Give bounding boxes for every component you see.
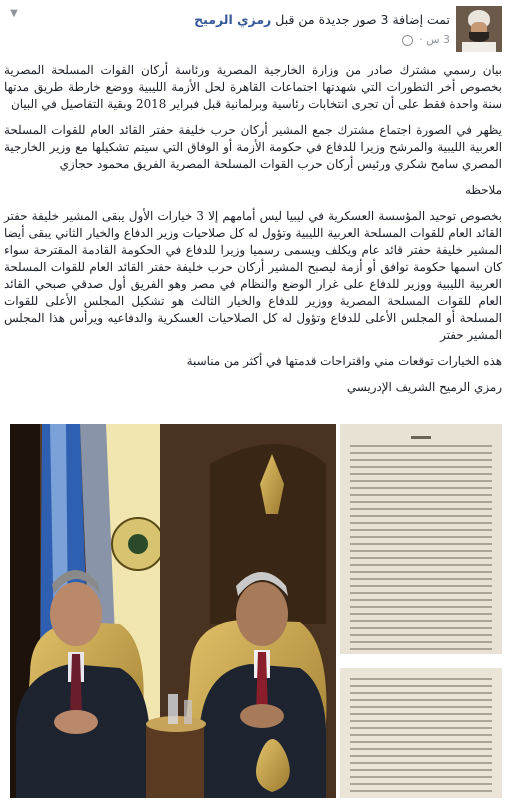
avatar-beard [469, 32, 489, 42]
post-paragraph-photo-description: يظهر في الصورة اجتماع مشترك جمع المشير أركان حرب خليفة حفتر القائد العام للقوات المسلحة العربية الليبية والمرشح وزيرا للدفاع في حكومة الأزمة أو الوفاق التي سيتم تشكيلها مع وزير الخارجية المصري سامح شكري ورئيس أركان حرب القوات المسلحة المصرية الفريق محمود حجازي [4, 123, 502, 171]
chevron-down-icon[interactable]: ▼ [10, 8, 18, 19]
photo-document-page-1[interactable] [340, 424, 502, 654]
document-heading-mark [411, 436, 431, 439]
meta-separator: · [419, 33, 423, 46]
post-paragraph-expectations: هذه الخيارات توقعات مني واقتراحات قدمتها في أكثر من مناسبة [186, 354, 502, 368]
post-paragraph-statement: بيان رسمي مشترك صادر من وزارة الخارجية المصرية ورئاسة أركان القوات المسلحة المصرية بخصوص أخر التطورات التي شهدتها اجتماعات القاهرة لحل الأزمة الليبية ووضع خارطة طريق مدتها سنة واحدة فقط على أن تجرى انتخابات رئاسية وبرلمانية قبل فبراير 2018 وبقية التفاصيل في البيان [4, 63, 502, 111]
post-meta [402, 33, 450, 46]
post-paragraph-note-heading: ملاحظه [465, 183, 502, 197]
post-headline [194, 12, 450, 27]
avatar-robe [462, 42, 496, 52]
meeting-scene [10, 424, 336, 798]
post-paragraph-signature: رمزي الرميح الشريف الإدريسي [346, 380, 502, 394]
photo-meeting[interactable] [10, 424, 336, 798]
author-avatar[interactable] [456, 6, 502, 52]
post-time[interactable]: 3 س [426, 33, 450, 46]
post-text [4, 62, 502, 405]
globe-icon [402, 35, 413, 46]
photo-document-page-2[interactable] [340, 668, 502, 798]
photo-grid [10, 424, 502, 798]
action-prefix: تمت إضافة 3 صور جديدة من قبل [275, 12, 450, 27]
author-name[interactable]: رمزي الرميح [194, 12, 272, 27]
post-paragraph-options: بخصوص توحيد المؤسسة العسكرية في ليبيا ليس أمامهم إلا 3 خيارات الأول يبقى المشير خليفة حفتر القائد العام للقوات المسلحة العربية الليبية وتؤول له كل صلاحيات وزير الدفاع والخيار الثاني يبقى أيضا المشير خليفة حفتر قائد عام ويكلف ويسمى رسميا وزيرا للدفاع في الحكومة القادمة المقترحة سواء كان اسمها حكومة توافق أو أزمة ليصبح المشير أركان حرب خليفة حفتر القائد العام للقوات المسلحة العربية الليبية ووزير للدفاع على غرار الوضع والنظام في مصر وهو الفريق أول صدقي صبحي القائد العام للقوات المسلحة المصرية ووزير للدفاع والخيار الثالث هو تشكيل المجلس الأعلى للقوات المسلحة أو المجلس الأعلى للدفاع وتؤول له كل الصلاحيات العسكرية والدفاعيه ويرأس هذا المجلس المشير حفتر [4, 209, 502, 342]
post-header [0, 0, 508, 58]
